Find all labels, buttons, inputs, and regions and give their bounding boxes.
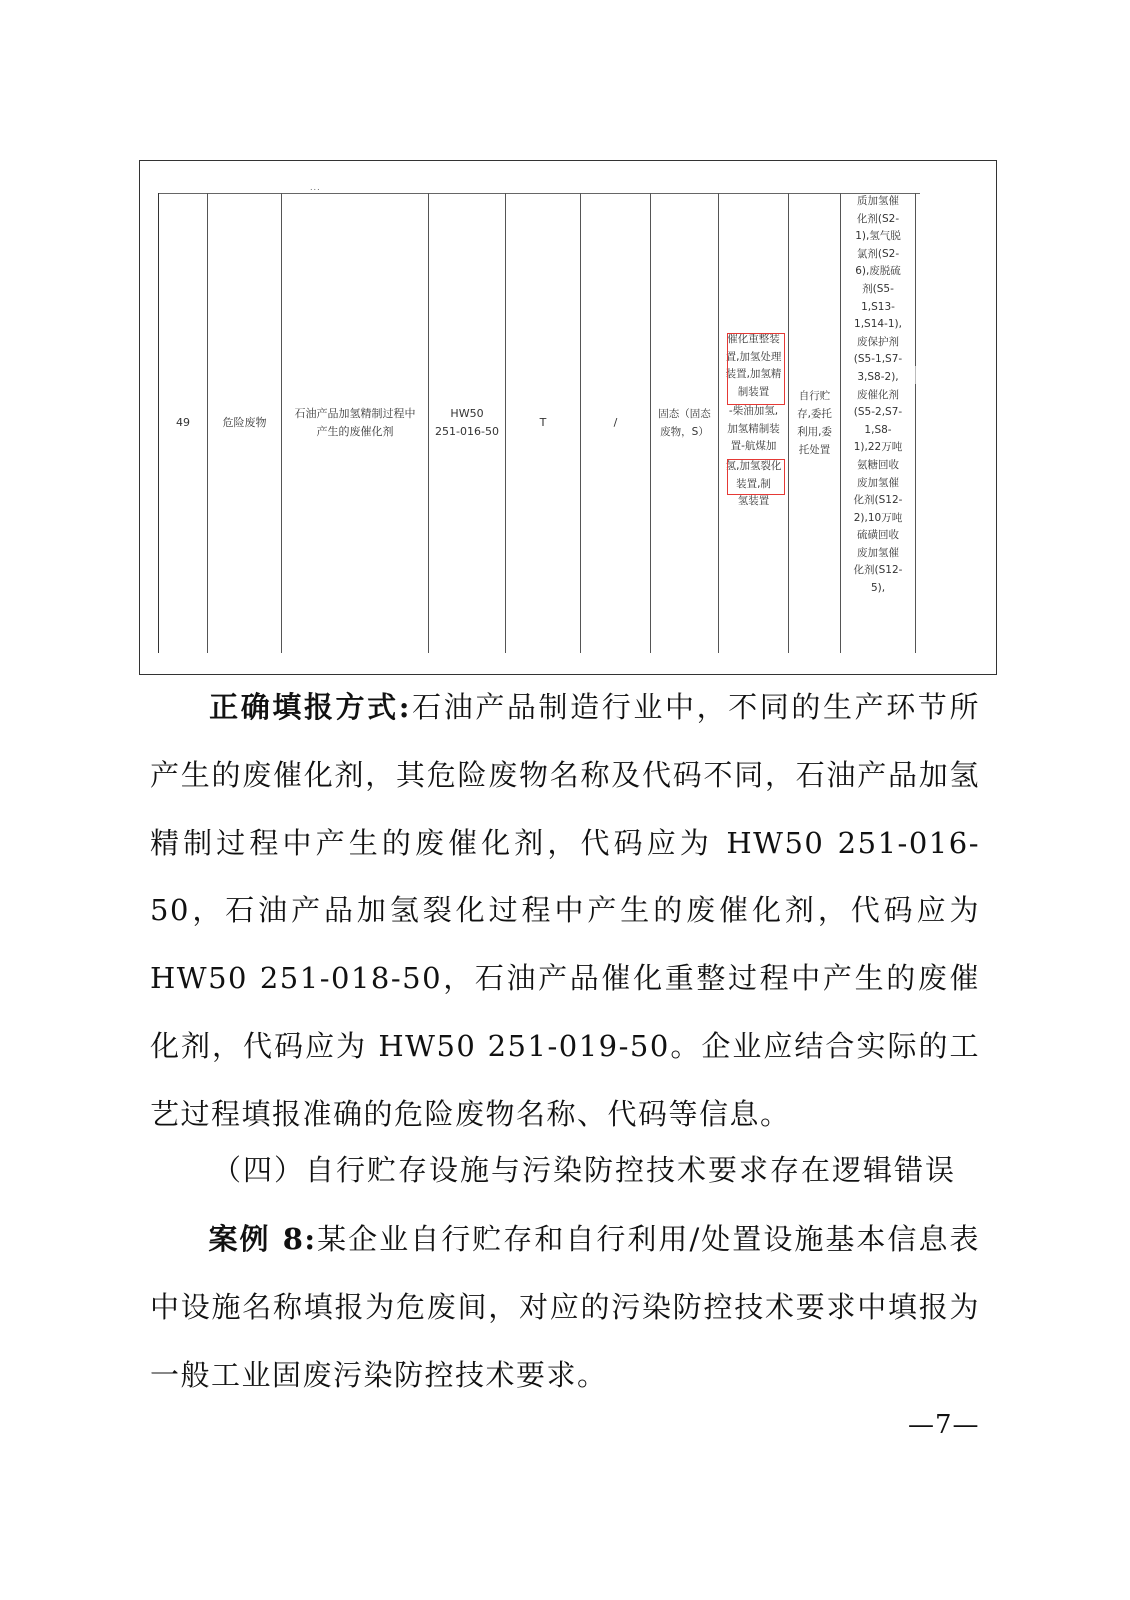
cell-source-facility: 催化重整装置,加氢处理装置,加氢精制装置 -柴油加氢,加氢精制装置-航煤加 氢,加氢裂化装置,制 氢装置 xyxy=(719,193,789,653)
paragraph-case-8 xyxy=(150,1206,980,1409)
cell-no: 49 xyxy=(158,193,208,653)
cell-form: 固态（固态废物，S） xyxy=(651,193,719,653)
cell-hazard: T xyxy=(506,193,581,653)
table-top-fragment: ... xyxy=(310,183,321,192)
table-screenshot xyxy=(139,160,997,675)
cell-waste-code: HW50 251-016-50 xyxy=(429,193,506,653)
highlight-box-lower xyxy=(727,459,785,495)
cell-category: 危险废物 xyxy=(208,193,282,653)
cell-remarks: 质加氢催化剂(S2-1),氢气脱氯剂(S2-6),废脱硫剂(S5-1,S13-1,S14-1),废保护剂(S5-1,S7-3,S8-2),废催化剂(S5-2,S7-1,S8-1),22万吨氨糖回收废加氢催化剂(S12-2),10万吨硫磺回收废加氢催化剂(S12-5), xyxy=(841,193,916,653)
cell-slash: / xyxy=(581,193,651,653)
table-edge-mark xyxy=(915,366,916,384)
cell-waste-name: 石油产品加氢精制过程中产生的废催化剂 xyxy=(282,193,429,653)
paragraph-text: 石油产品制造行业中，不同的生产环节所产生的废催化剂，其危险废物名称及代码不同，石油产品加氢精制过程中产生的废催化剂，代码应为 HW50 251-016-50，石油产品加氢裂化过程中产生的废催化剂，代码应为 HW50 251-018-50，石油产品催化重整过程中产生的废催化剂，代码应为 HW50 251-019-50。企业应结合实际的工艺过程填报准确的危险废物名称、代码等信息。 xyxy=(150,690,980,1131)
page-number: —7— xyxy=(908,1410,980,1440)
paragraph-correct-method xyxy=(150,674,980,1149)
section-heading: （四）自行贮存设施与污染防控技术要求存在逻辑错误 xyxy=(212,1153,957,1187)
cell-method: 自行贮存,委托利用,委托处置 xyxy=(789,193,841,653)
paragraph-label: 正确填报方式: xyxy=(208,690,411,724)
case-label: 案例 8: xyxy=(208,1222,317,1256)
highlight-box-upper xyxy=(727,333,785,405)
case-text: 某企业自行贮存和自行利用/处置设施基本信息表中设施名称填报为危废间，对应的污染防控技术要求中填报为一般工业固废污染防控技术要求。 xyxy=(150,1222,980,1392)
